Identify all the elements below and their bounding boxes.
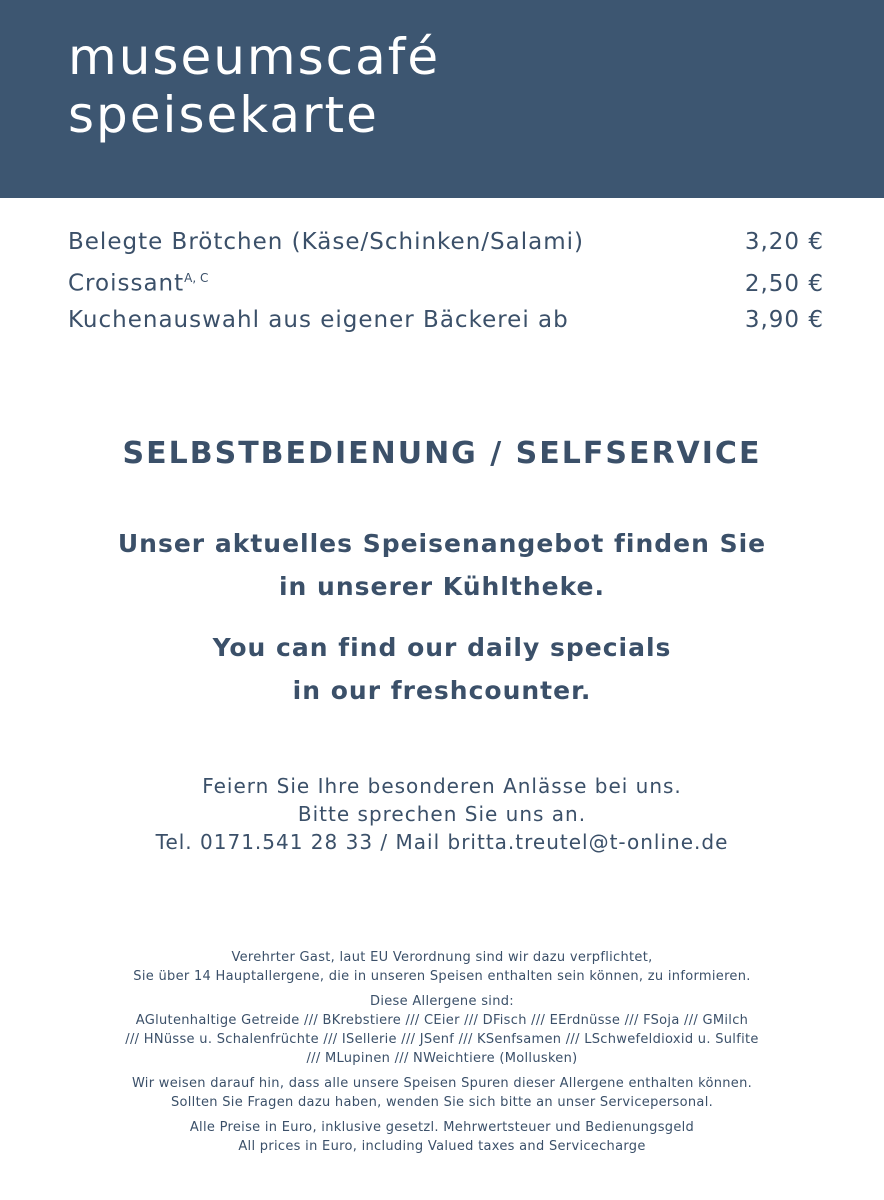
- allergen-line-2: /// HNüsse u. Schalenfrüchte /// ISellerie /// JSenf /// KSenfsamen /// LSchwefeldioxid u. Sulfite: [125, 1031, 759, 1047]
- allergen-line-3: /// MLupinen /// NWeichtiere (Mollusken): [306, 1050, 578, 1066]
- menu-item-price: 3,90 €: [744, 306, 824, 333]
- traces-notice: [0, 1074, 884, 1112]
- specials-english-line-1: You can find our daily specials: [212, 632, 672, 662]
- allergen-heading: Diese Allergene sind:: [370, 993, 514, 1009]
- allergen-superscript: A, C: [184, 271, 209, 285]
- specials-german-line-1: Unser aktuelles Speisenangebot finden Sie: [117, 528, 767, 558]
- prices-line-1: Alle Preise in Euro, inklusive gesetzl. Mehrwertsteuer und Bedienungsgeld: [189, 1119, 695, 1135]
- traces-line-2: Sollten Sie Fragen dazu haben, wenden Sie sich bitte an unser Servicepersonal.: [170, 1094, 714, 1110]
- specials-english: [0, 626, 884, 712]
- prices-notice: [0, 1118, 884, 1156]
- contact-line: Tel. 0171.541 28 33 / Mail britta.treutel@t-online.de: [155, 829, 729, 854]
- menu-item-price: 3,20 €: [744, 229, 824, 255]
- eu-notice: [0, 948, 884, 986]
- menu-item-name: Belegte Brötchen (Käse/Schinken/Salami): [68, 229, 584, 255]
- specials-english-line-2: in our freshcounter.: [292, 675, 592, 705]
- header-banner: [0, 0, 884, 198]
- title-line-1: museumscafé: [68, 28, 441, 86]
- allergen-line-1: AGlutenhaltige Getreide /// BKrebstiere /// CEier /// DFisch /// EErdnüsse /// FSoja /// GMilch: [135, 1012, 749, 1028]
- events-contact: [0, 772, 884, 856]
- legal-notice: [0, 948, 884, 1156]
- events-line-1: Feiern Sie Ihre besonderen Anlässe bei uns.: [202, 773, 682, 798]
- eu-notice-line-1: Verehrter Gast, laut EU Verordnung sind wir dazu verpflichtet,: [231, 949, 653, 965]
- menu-item-name: Croissant$^{A, C}$: [68, 270, 209, 297]
- traces-line-1: Wir weisen darauf hin, dass alle unsere Speisen Spuren dieser Allergene enthalten können.: [131, 1075, 753, 1091]
- menu-item: [68, 260, 824, 302]
- selfservice-heading: SELBSTBEDIENUNG / SELFSERVICE: [122, 435, 762, 471]
- allergen-list: [0, 992, 884, 1068]
- menu-item: [68, 302, 824, 338]
- menu-item-name: Kuchenauswahl aus eigener Bäckerei ab: [68, 306, 569, 333]
- prices-line-2: All prices in Euro, including Valued taxes and Servicecharge: [238, 1138, 646, 1154]
- eu-notice-line-2: Sie über 14 Hauptallergene, die in unseren Speisen enthalten sein können, zu informieren.: [133, 968, 751, 984]
- specials-german-line-2: in unserer Kühltheke.: [278, 571, 606, 601]
- title-line-2: speisekarte: [68, 86, 379, 144]
- events-line-2: Bitte sprechen Sie uns an.: [297, 801, 587, 826]
- specials-german: [0, 522, 884, 608]
- menu-list: [0, 198, 884, 338]
- menu-item-price: 2,50 €: [744, 270, 824, 297]
- menu-item: [68, 224, 824, 260]
